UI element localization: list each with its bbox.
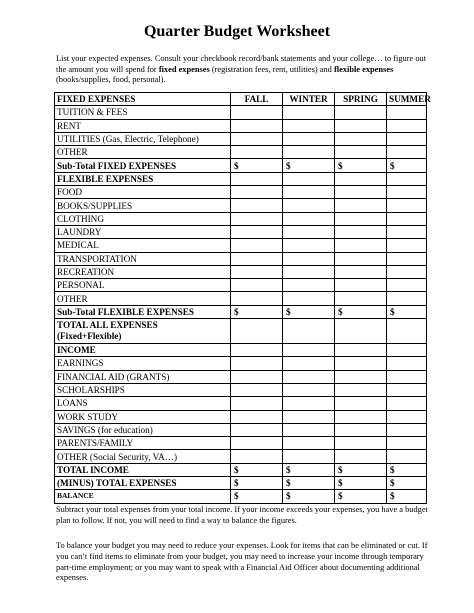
amount-cell[interactable]	[283, 265, 335, 278]
table-row	[55, 450, 427, 463]
row-label: TOTAL ALL EXPENSES (Fixed+Flexible)	[55, 319, 231, 344]
amount-cell[interactable]	[283, 239, 335, 252]
amount-cell[interactable]	[335, 292, 387, 305]
row-label: Sub-Total FLEXIBLE EXPENSES	[55, 305, 231, 318]
table-row	[55, 397, 427, 410]
amount-cell[interactable]	[283, 450, 335, 463]
amount-cell[interactable]: $	[335, 490, 387, 503]
amount-cell[interactable]: $	[283, 463, 335, 476]
table-row	[55, 437, 427, 450]
amount-cell[interactable]: $	[283, 490, 335, 503]
amount-cell[interactable]	[231, 292, 283, 305]
amount-cell[interactable]	[335, 357, 387, 370]
row-label: PARENTS/FAMILY	[55, 437, 231, 450]
header-fall: FALL	[231, 93, 283, 106]
amount-cell[interactable]	[231, 252, 283, 265]
amount-cell[interactable]	[231, 423, 283, 436]
amount-cell[interactable]	[387, 106, 427, 119]
table-row	[55, 383, 427, 396]
amount-cell[interactable]	[231, 410, 283, 423]
table-row	[55, 463, 427, 476]
amount-cell[interactable]	[335, 437, 387, 450]
row-label: PERSONAL	[55, 279, 231, 292]
amount-cell[interactable]: $	[283, 305, 335, 318]
amount-cell[interactable]	[387, 383, 427, 396]
amount-cell[interactable]	[283, 410, 335, 423]
amount-cell[interactable]	[231, 437, 283, 450]
budget-table	[54, 92, 431, 504]
amount-cell[interactable]	[283, 357, 335, 370]
amount-cell[interactable]	[231, 239, 283, 252]
table-row	[55, 225, 427, 238]
amount-cell[interactable]	[335, 132, 387, 145]
amount-cell[interactable]	[231, 119, 283, 132]
amount-cell[interactable]	[231, 383, 283, 396]
table-row	[55, 265, 427, 278]
amount-cell[interactable]	[387, 225, 427, 238]
amount-cell[interactable]	[335, 252, 387, 265]
amount-cell[interactable]	[231, 319, 283, 344]
table-row	[55, 212, 427, 225]
amount-cell[interactable]	[335, 423, 387, 436]
row-label: Sub-Total FIXED EXPENSES	[55, 159, 231, 172]
amount-cell[interactable]: $	[335, 159, 387, 172]
amount-cell[interactable]	[283, 225, 335, 238]
table-row	[55, 319, 427, 344]
amount-cell[interactable]	[283, 292, 335, 305]
amount-cell[interactable]	[335, 344, 387, 357]
table-row	[55, 357, 427, 370]
amount-cell[interactable]	[335, 172, 387, 185]
amount-cell[interactable]	[335, 239, 387, 252]
amount-cell[interactable]: $	[231, 305, 283, 318]
amount-cell[interactable]: $	[387, 463, 427, 476]
amount-cell[interactable]	[335, 146, 387, 159]
amount-cell[interactable]: $	[335, 477, 387, 490]
amount-cell[interactable]	[231, 279, 283, 292]
table-row	[55, 146, 427, 159]
amount-cell[interactable]	[283, 199, 335, 212]
table-row	[55, 239, 427, 252]
header-fixed-expenses: FIXED EXPENSES	[55, 93, 231, 106]
table-row	[55, 305, 427, 318]
amount-cell[interactable]: $	[231, 490, 283, 503]
amount-cell[interactable]	[283, 172, 335, 185]
table-row	[55, 199, 427, 212]
amount-cell[interactable]	[387, 132, 427, 145]
table-row	[55, 119, 427, 132]
row-label: TOTAL INCOME	[55, 463, 231, 476]
amount-cell[interactable]	[387, 199, 427, 212]
amount-cell[interactable]	[335, 186, 387, 199]
amount-cell[interactable]	[283, 132, 335, 145]
row-label: BOOKS/SUPPLIES	[55, 199, 231, 212]
amount-cell[interactable]	[231, 146, 283, 159]
table-row	[55, 252, 427, 265]
amount-cell[interactable]	[335, 212, 387, 225]
note-balance: To balance your budget you may need to reduce your expenses. Look for items that can be eliminated or cut. If you can’t find items to eliminate from your budget, you may need to increase your income through temporary part-time employment; or you may want to speak with a Financial Aid Officer about documenting additional expenses.	[56, 541, 428, 583]
table-row	[55, 279, 427, 292]
amount-cell[interactable]	[387, 397, 427, 410]
row-label: EARNINGS	[55, 357, 231, 370]
amount-cell[interactable]	[387, 146, 427, 159]
amount-cell[interactable]: $	[231, 477, 283, 490]
amount-cell[interactable]	[283, 423, 335, 436]
header-winter: WINTER	[283, 93, 335, 106]
row-label: OTHER (Social Security, VA…)	[55, 450, 231, 463]
amount-cell[interactable]	[335, 279, 387, 292]
amount-cell[interactable]	[387, 186, 427, 199]
amount-cell[interactable]: $	[387, 305, 427, 318]
table-row	[55, 477, 427, 490]
amount-cell[interactable]	[283, 186, 335, 199]
row-label: MEDICAL	[55, 239, 231, 252]
amount-cell[interactable]	[387, 252, 427, 265]
amount-cell[interactable]	[335, 265, 387, 278]
header-row	[55, 93, 427, 106]
amount-cell[interactable]: $	[387, 490, 427, 503]
amount-cell[interactable]	[231, 172, 283, 185]
table-row	[55, 410, 427, 423]
table-row	[55, 292, 427, 305]
amount-cell[interactable]	[335, 319, 387, 344]
row-label: RECREATION	[55, 265, 231, 278]
amount-cell[interactable]	[335, 119, 387, 132]
amount-cell[interactable]: $	[231, 159, 283, 172]
amount-cell[interactable]	[387, 344, 427, 357]
amount-cell[interactable]	[387, 410, 427, 423]
intro-text-3: (books/supplies, food, personal).	[56, 75, 166, 84]
amount-cell[interactable]	[283, 252, 335, 265]
row-label: BALANCE	[55, 490, 231, 503]
intro-text-1: List your expected expenses. Consult your checkbook record/bank statements and your college… to figure out the amount you will spend for	[56, 54, 427, 74]
amount-cell[interactable]	[283, 119, 335, 132]
table-row	[55, 172, 427, 185]
amount-cell[interactable]	[335, 397, 387, 410]
amount-cell[interactable]	[231, 225, 283, 238]
amount-cell[interactable]	[387, 239, 427, 252]
row-label: TRANSPORTATION	[55, 252, 231, 265]
table-row	[55, 423, 427, 436]
row-label: INCOME	[55, 344, 231, 357]
amount-cell[interactable]	[387, 172, 427, 185]
amount-cell[interactable]	[387, 265, 427, 278]
row-label: OTHER	[55, 292, 231, 305]
amount-cell[interactable]	[283, 212, 335, 225]
row-label: RENT	[55, 119, 231, 132]
amount-cell[interactable]	[231, 132, 283, 145]
row-label: (MINUS) TOTAL EXPENSES	[55, 477, 231, 490]
amount-cell[interactable]: $	[231, 463, 283, 476]
amount-cell[interactable]	[231, 186, 283, 199]
amount-cell[interactable]	[283, 279, 335, 292]
amount-cell[interactable]	[387, 212, 427, 225]
row-label: SCHOLARSHIPS	[55, 383, 231, 396]
row-label: CLOTHING	[55, 212, 231, 225]
amount-cell[interactable]	[335, 225, 387, 238]
amount-cell[interactable]	[231, 212, 283, 225]
amount-cell[interactable]	[283, 319, 335, 344]
row-label: FOOD	[55, 186, 231, 199]
table-row	[55, 132, 427, 145]
amount-cell[interactable]	[387, 319, 427, 344]
amount-cell[interactable]	[387, 119, 427, 132]
amount-cell[interactable]: $	[283, 477, 335, 490]
table-row	[55, 106, 427, 119]
intro-bold-fixed: fixed expenses	[158, 64, 210, 74]
amount-cell[interactable]	[231, 397, 283, 410]
amount-cell[interactable]	[231, 265, 283, 278]
row-label: SAVINGS (for education)	[55, 423, 231, 436]
table-row	[55, 159, 427, 172]
amount-cell[interactable]: $	[387, 159, 427, 172]
intro-bold-flexible: flexible expenses	[333, 64, 394, 74]
amount-cell[interactable]	[231, 357, 283, 370]
amount-cell[interactable]: $	[335, 305, 387, 318]
amount-cell[interactable]	[387, 423, 427, 436]
row-label: LOANS	[55, 397, 231, 410]
table-row	[55, 344, 427, 357]
page-title: Quarter Budget Worksheet	[143, 23, 331, 40]
amount-cell[interactable]	[387, 357, 427, 370]
header-spring: SPRING	[335, 93, 387, 106]
amount-cell[interactable]	[231, 106, 283, 119]
row-label: UTILITIES (Gas, Electric, Telephone)	[55, 132, 231, 145]
row-label: FLEXIBLE EXPENSES	[55, 172, 231, 185]
amount-cell[interactable]	[387, 279, 427, 292]
row-label: FINANCIAL AID (GRANTS)	[55, 370, 231, 383]
amount-cell[interactable]	[283, 437, 335, 450]
amount-cell[interactable]	[335, 106, 387, 119]
amount-cell[interactable]	[283, 370, 335, 383]
row-label: WORK STUDY	[55, 410, 231, 423]
amount-cell[interactable]: $	[283, 159, 335, 172]
amount-cell[interactable]	[231, 344, 283, 357]
amount-cell[interactable]	[283, 397, 335, 410]
amount-cell[interactable]	[387, 450, 427, 463]
amount-cell[interactable]	[335, 450, 387, 463]
amount-cell[interactable]	[231, 450, 283, 463]
amount-cell[interactable]	[335, 383, 387, 396]
amount-cell[interactable]	[283, 106, 335, 119]
amount-cell[interactable]	[387, 437, 427, 450]
amount-cell[interactable]	[335, 199, 387, 212]
intro-text-2: (registration fees, rent, utilities) and	[209, 64, 334, 74]
table-row	[55, 186, 427, 199]
table-row	[55, 490, 427, 503]
amount-cell[interactable]: $	[335, 463, 387, 476]
amount-cell[interactable]	[231, 199, 283, 212]
intro-paragraph	[56, 54, 436, 86]
header-summer: SUMMER	[387, 93, 427, 106]
row-label: LAUNDRY	[55, 225, 231, 238]
amount-cell[interactable]	[335, 410, 387, 423]
amount-cell[interactable]	[387, 370, 427, 383]
amount-cell[interactable]	[283, 383, 335, 396]
amount-cell[interactable]	[335, 370, 387, 383]
amount-cell[interactable]: $	[387, 477, 427, 490]
amount-cell[interactable]	[231, 370, 283, 383]
row-label: TUITION & FEES	[55, 106, 231, 119]
amount-cell[interactable]	[387, 292, 427, 305]
amount-cell[interactable]	[283, 344, 335, 357]
amount-cell[interactable]	[283, 146, 335, 159]
row-label: OTHER	[55, 146, 231, 159]
note-subtract: Subtract your total expenses from your total income. If your income exceeds your expenses, you have a budget plan to follow. If not, you will need to find a way to balance the figures.	[56, 505, 428, 525]
table-row	[55, 370, 427, 383]
